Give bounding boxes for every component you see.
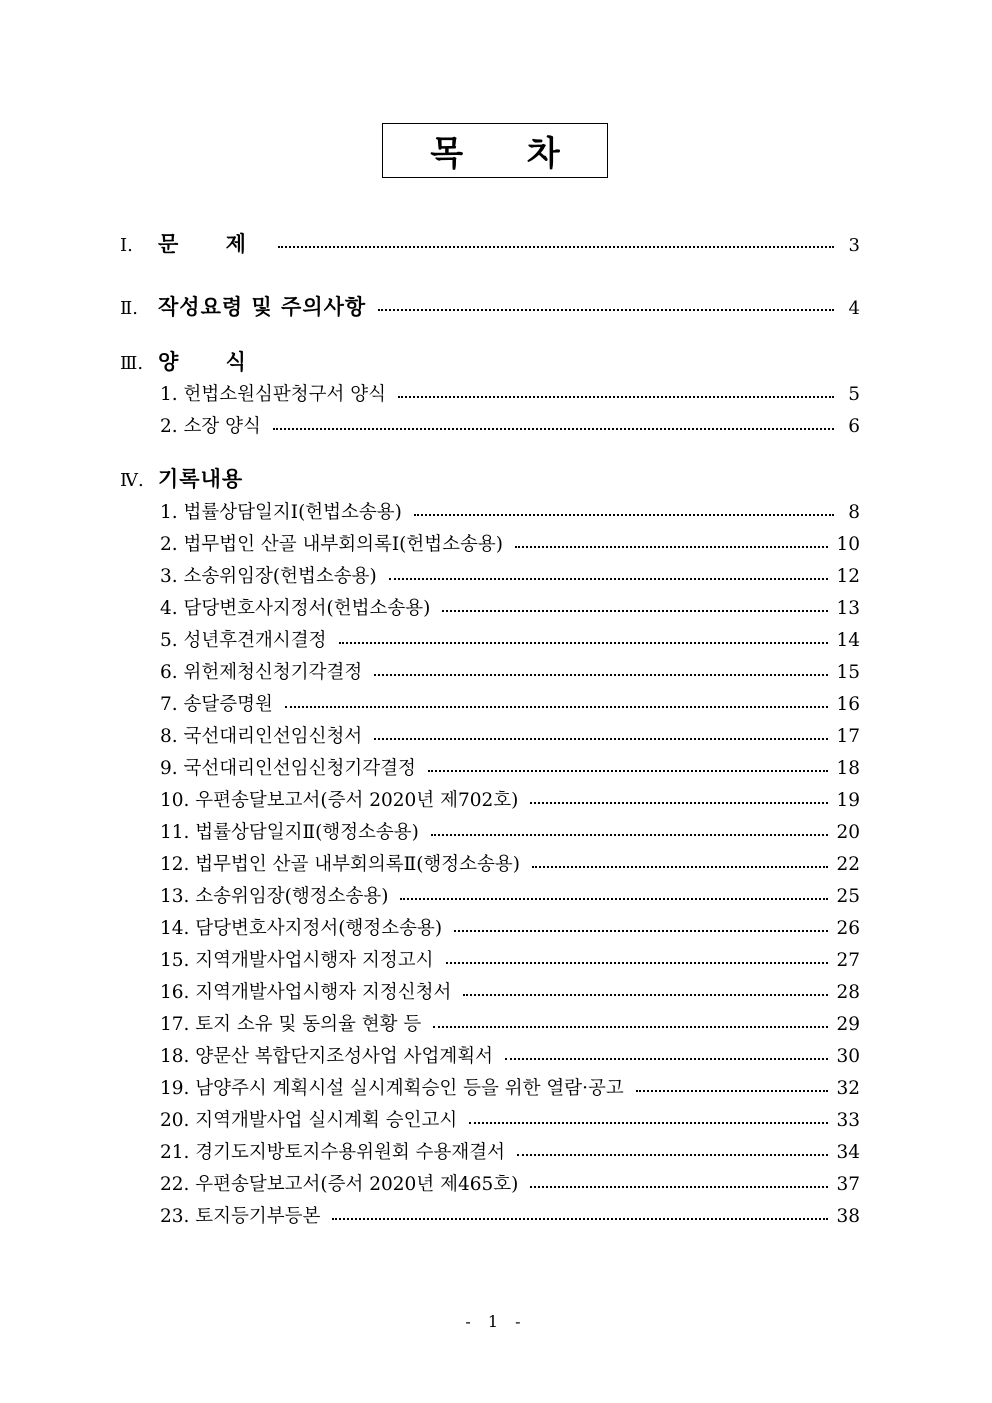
entry-label: 2. 소장 양식: [160, 416, 261, 437]
leader-dots: [378, 307, 834, 311]
page-number: 26: [836, 918, 860, 939]
page-number: 17: [836, 726, 860, 747]
leader-dots: [454, 928, 828, 932]
entry-label: 22. 우편송달보고서(증서 2020년 제465호): [160, 1174, 519, 1195]
entry-label: 12. 법무법인 산골 내부회의록Ⅱ(행정소송용): [160, 854, 521, 875]
toc-entry[interactable]: [160, 850, 860, 876]
leader-dots: [530, 1184, 828, 1188]
toc-section-1[interactable]: [120, 228, 860, 258]
page-number: 15: [836, 662, 860, 683]
page-number: 29: [836, 1014, 860, 1035]
toc-entry[interactable]: [160, 658, 860, 684]
leader-dots: [517, 1152, 828, 1156]
page-number: 12: [836, 566, 860, 587]
toc-entry[interactable]: [160, 1074, 860, 1100]
entry-label: 18. 양문산 복합단지조성사업 사업계획서: [160, 1046, 494, 1067]
leader-dots: [285, 704, 829, 708]
entry-label: 17. 토지 소유 및 동의율 현황 등: [160, 1014, 422, 1035]
section-label: 양 식: [158, 350, 266, 374]
entry-label: 10. 우편송달보고서(증서 2020년 제702호): [160, 790, 519, 811]
entry-label: 19. 남양주시 계획시설 실시계획승인 등을 위한 열람·공고: [160, 1078, 624, 1099]
entry-label: 6. 위헌제청신청기각결정: [160, 662, 363, 683]
page-number: 10: [836, 534, 860, 555]
toc-entry[interactable]: [160, 1138, 860, 1164]
toc-entry[interactable]: [160, 626, 860, 652]
entry-label: 14. 담당변호사지정서(행정소송용): [160, 918, 443, 939]
page-number: 6: [848, 416, 860, 437]
toc-entry[interactable]: [160, 498, 860, 524]
page-number: 30: [836, 1046, 860, 1067]
page-number: 34: [836, 1142, 860, 1163]
toc-entry[interactable]: [160, 722, 860, 748]
page-number: 13: [836, 598, 860, 619]
entry-label: 2. 법무법인 산골 내부회의록Ⅰ(헌법소송용): [160, 534, 503, 555]
toc-entry[interactable]: [160, 1010, 860, 1036]
section-number: Ⅰ.: [120, 235, 133, 256]
toc-section-2[interactable]: [120, 291, 860, 321]
page-number: 25: [836, 886, 860, 907]
toc-entry[interactable]: [160, 978, 860, 1004]
entry-label: 9. 국선대리인선임신청기각결정: [160, 758, 416, 779]
toc-section-4[interactable]: [120, 463, 860, 493]
toc-title: 목 차: [382, 123, 608, 178]
page-number: 32: [836, 1078, 860, 1099]
leader-dots: [431, 832, 829, 836]
leader-dots: [446, 960, 829, 964]
leader-dots: [339, 640, 829, 644]
toc-entry[interactable]: [160, 594, 860, 620]
page-number: 27: [836, 950, 860, 971]
toc-entry[interactable]: [160, 412, 860, 438]
page-number: 37: [836, 1174, 860, 1195]
toc-entry[interactable]: [160, 690, 860, 716]
leader-dots: [332, 1216, 828, 1220]
leader-dots: [530, 800, 828, 804]
page-number: 22: [836, 854, 860, 875]
leader-dots: [389, 576, 829, 580]
toc-entry[interactable]: [160, 914, 860, 940]
section-label: 문 제: [158, 232, 266, 256]
entry-label: 20. 지역개발사업 실시계획 승인고시: [160, 1110, 458, 1131]
toc-entry[interactable]: [160, 1042, 860, 1068]
toc-entry[interactable]: [160, 1170, 860, 1196]
page-number: 28: [836, 982, 860, 1003]
leader-dots: [278, 244, 834, 248]
toc-section-3[interactable]: [120, 346, 860, 376]
entry-label: 3. 소송위임장(헌법소송용): [160, 566, 377, 587]
leader-dots: [463, 992, 828, 996]
entry-label: 13. 소송위임장(행정소송용): [160, 886, 389, 907]
leader-dots: [428, 768, 829, 772]
section-number: Ⅳ.: [120, 470, 144, 491]
page-number: 16: [836, 694, 860, 715]
toc-entry[interactable]: [160, 754, 860, 780]
leader-dots: [398, 394, 834, 398]
entry-label: 1. 헌법소원심판청구서 양식: [160, 384, 386, 405]
entry-label: 15. 지역개발사업시행자 지정고시: [160, 950, 434, 971]
leader-dots: [442, 608, 828, 612]
toc-entry[interactable]: [160, 946, 860, 972]
entry-label: 21. 경기도지방토지수용위원회 수용재결서: [160, 1142, 505, 1163]
toc-entry[interactable]: [160, 562, 860, 588]
page-footer: - 1 -: [465, 1312, 527, 1331]
leader-dots: [273, 426, 834, 430]
section-number: Ⅱ.: [120, 298, 138, 319]
leader-dots: [374, 736, 828, 740]
toc-entry[interactable]: [160, 1106, 860, 1132]
section-number: Ⅲ.: [120, 353, 144, 374]
page-number: 18: [836, 758, 860, 779]
page-number: 14: [836, 630, 860, 651]
leader-dots: [433, 1024, 828, 1028]
leader-dots: [636, 1088, 829, 1092]
entry-label: 16. 지역개발사업시행자 지정신청서: [160, 982, 452, 1003]
leader-dots: [515, 544, 828, 548]
entry-label: 11. 법률상담일지Ⅱ(행정소송용): [160, 822, 419, 843]
toc-entry[interactable]: [160, 786, 860, 812]
page-number: 20: [836, 822, 860, 843]
toc-entry[interactable]: [160, 882, 860, 908]
toc-entry[interactable]: [160, 1202, 860, 1228]
page-number: 8: [848, 502, 860, 523]
section-label: 작성요령 및 주의사항: [158, 295, 367, 319]
toc-entry[interactable]: [160, 530, 860, 556]
leader-dots: [532, 864, 828, 868]
page-number: 19: [836, 790, 860, 811]
leader-dots: [469, 1120, 828, 1124]
entry-label: 7. 송달증명원: [160, 694, 273, 715]
leader-dots: [400, 896, 828, 900]
toc-entry[interactable]: [160, 818, 860, 844]
section-label: 기록내용: [158, 467, 244, 491]
page-number: 33: [836, 1110, 860, 1131]
leader-dots: [374, 672, 828, 676]
page-number: 4: [848, 298, 860, 319]
leader-dots: [505, 1056, 828, 1060]
page-number: 38: [836, 1206, 860, 1227]
page-number: 3: [848, 235, 860, 256]
page-number: 5: [848, 384, 860, 405]
entry-label: 23. 토지등기부등본: [160, 1206, 321, 1227]
toc-entry[interactable]: [160, 380, 860, 406]
leader-dots: [414, 512, 834, 516]
entry-label: 8. 국선대리인선임신청서: [160, 726, 363, 747]
entry-label: 1. 법률상담일지Ⅰ(헌법소송용): [160, 502, 402, 523]
entry-label: 5. 성년후견개시결정: [160, 630, 327, 651]
entry-label: 4. 담당변호사지정서(헌법소송용): [160, 598, 431, 619]
